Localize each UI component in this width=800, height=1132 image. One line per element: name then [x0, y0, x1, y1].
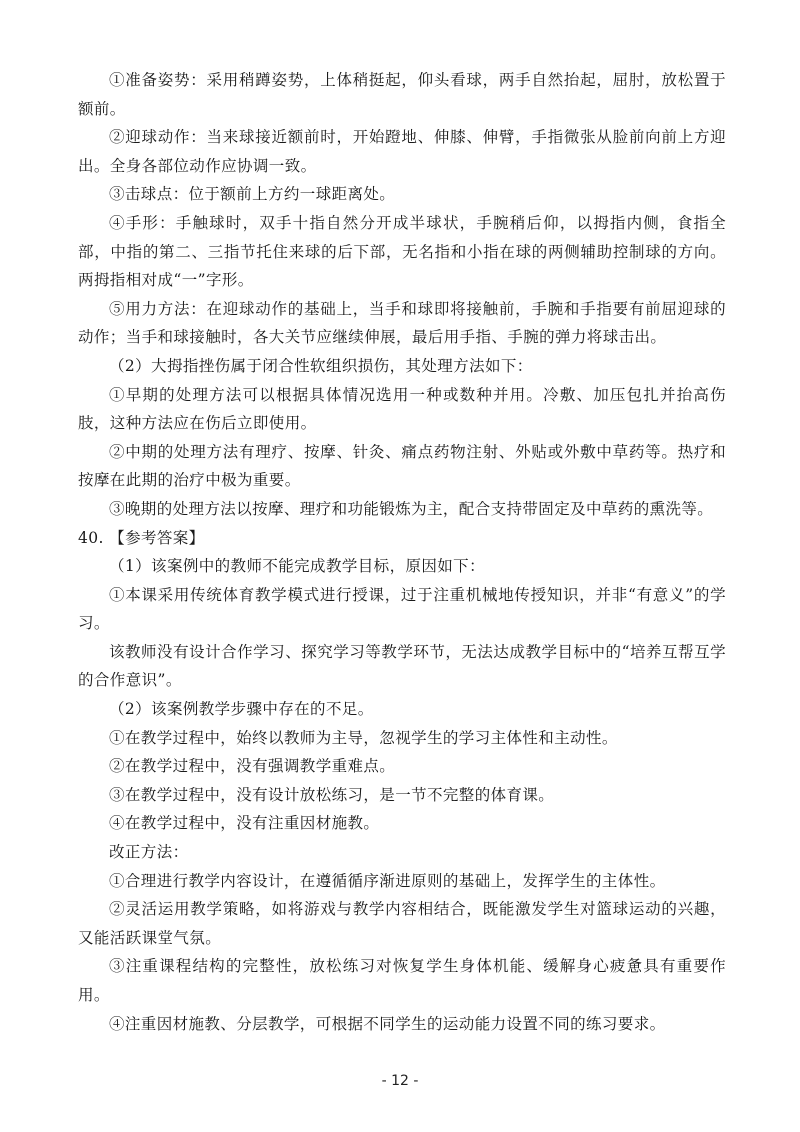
- paragraph: （1）该案例中的教师不能完成教学目标，原因如下：: [109, 557, 485, 576]
- paragraph: ④在教学过程中，没有注重因材施教。: [109, 814, 380, 833]
- paragraph: ③晚期的处理方法以按摩、理疗和功能锻炼为主，配合支持带固定及中草药的熏洗等。: [109, 499, 714, 518]
- paragraph: ④注重因材施教、分层教学，可根据不同学生的运动能力设置不同的练习要求。: [109, 1014, 666, 1033]
- paragraph: ②灵活运用教学策略，如将游戏与教学内容相结合，既能激发学生对篮球运动的兴趣，又能活跃课堂气氛。: [78, 900, 726, 947]
- paragraph: ②中期的处理方法有理疗、按摩、针灸、痛点药物注射、外贴或外敷中草药等。热疗和按摩在此期的治疗中极为重要。: [78, 442, 726, 490]
- paragraph: 40. 【参考答案】: [78, 528, 205, 547]
- paragraph: ⑤用力方法：在迎球动作的基础上，当手和球即将接触前，手腕和手指要有前屈迎球的动作；当手和球接触时，各大关节应继续伸展，最后用手指、手腕的弹力将球击出。: [78, 299, 726, 347]
- paragraph: （2）大拇指挫伤属于闭合性软组织损伤，其处理方法如下：: [109, 356, 533, 375]
- paragraph: ②迎球动作：当来球接近额前时，开始蹬地、伸膝、伸臂，手指微张从脸前向前上方迎出。全身各部位动作应协调一致。: [78, 128, 726, 175]
- paragraph: ③在教学过程中，没有设计放松练习，是一节不完整的体育课。: [109, 785, 555, 804]
- paragraph: 改正方法：: [109, 843, 189, 862]
- page-number: - 12 -: [381, 1073, 419, 1089]
- paragraph: ①在教学过程中，始终以教师为主导，忽视学生的学习主体性和主动性。: [109, 728, 618, 747]
- paragraph: ①早期的处理方法可以根据具体情况选用一种或数种并用。冷敷、加压包扎并抬高伤肢，这种方法应在伤后立即使用。: [78, 385, 726, 433]
- paragraph: ①合理进行教学内容设计，在遵循循序渐进原则的基础上，发挥学生的主体性。: [109, 871, 666, 890]
- paragraph: ③注重课程结构的完整性，放松练习对恢复学生身体机能、缓解身心疲惫具有重要作用。: [78, 957, 726, 1004]
- paragraph: ④手形：手触球时，双手十指自然分开成半球状，手腕稍后仰，以拇指内侧，食指全部，中指的第二、三指节托住来球的后下部，无名指和小指在球的两侧辅助控制球的方向。两拇指相对成“一”字形。: [78, 213, 726, 290]
- paragraph: （2）该案例教学步骤中存在的不足。: [109, 700, 374, 719]
- paragraph: ②在教学过程中，没有强调教学重难点。: [109, 757, 396, 776]
- paragraph: ③击球点：位于额前上方约一球距离处。: [109, 185, 396, 204]
- paragraph: ①本课采用传统体育教学模式进行授课，过于注重机械地传授知识，并非“有意义”的学习。: [78, 585, 726, 633]
- paragraph: 该教师没有设计合作学习、探究学习等教学环节，无法达成教学目标中的“培养互帮互学的合作意识”。: [78, 642, 726, 690]
- document-body: [78, 66, 726, 1038]
- paragraph: ①准备姿势：采用稍蹲姿势，上体稍挺起，仰头看球，两手自然抬起，屈肘，放松置于额前。: [78, 71, 726, 118]
